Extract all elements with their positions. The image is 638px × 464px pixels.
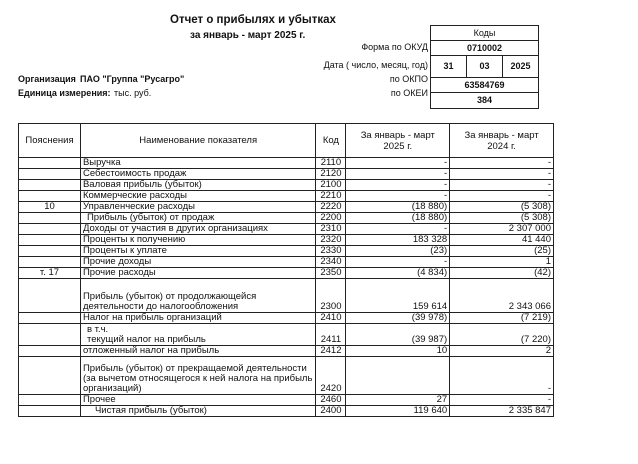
- report-period: за январь - март 2025 г.: [190, 30, 306, 41]
- row-previous-value: (5 308): [450, 202, 554, 213]
- row-previous-value: 2 343 066: [450, 279, 554, 313]
- col-code-header: Код: [316, 124, 346, 158]
- table-row: [19, 268, 554, 279]
- row-previous-value: -: [450, 169, 554, 180]
- row-name: Валовая прибыль (убыток): [80, 180, 315, 191]
- date-year: 2025: [510, 61, 531, 71]
- row-current-value: 27: [346, 395, 450, 406]
- table-row: [19, 169, 554, 180]
- row-code: 2412: [316, 346, 346, 357]
- row-current-value: -: [346, 158, 450, 169]
- row-note: [19, 395, 81, 406]
- row-name: Чистая прибыль (убыток): [80, 406, 315, 417]
- row-previous-value: -: [450, 191, 554, 202]
- row-note: [19, 246, 81, 257]
- row-previous-value: -: [450, 395, 554, 406]
- col-current-header: За январь - март 2025 г.: [346, 124, 450, 158]
- row-name: Прочие расходы: [80, 268, 315, 279]
- table-row: [19, 180, 554, 191]
- table-row: [19, 346, 554, 357]
- row-name: Выручка: [80, 158, 315, 169]
- row-note: [19, 213, 81, 224]
- table-row: [19, 257, 554, 268]
- codes-block: [430, 25, 539, 109]
- row-name: Проценты к получению: [80, 235, 315, 246]
- date-month: 03: [467, 56, 503, 77]
- row-code: 2310: [316, 224, 346, 235]
- row-name: Управленческие расходы: [80, 202, 315, 213]
- row-current-value: (18 880): [346, 202, 450, 213]
- table-row: [19, 395, 554, 406]
- row-previous-value: 1: [450, 257, 554, 268]
- row-name: отложенный налог на прибыль: [80, 346, 315, 357]
- row-code: 2120: [316, 169, 346, 180]
- row-current-value: (23): [346, 246, 450, 257]
- date-label: Дата ( число, месяц, год): [323, 60, 428, 70]
- col-name-header: Наименование показателя: [80, 124, 315, 158]
- okpo-label: по ОКПО: [389, 74, 428, 84]
- row-name: Прочее: [80, 395, 315, 406]
- row-current-value: -: [346, 180, 450, 191]
- row-name: Прибыль (убыток) от продаж: [80, 213, 315, 224]
- okpo-code: 63584769: [464, 80, 505, 90]
- row-note: [19, 406, 81, 417]
- okei-code: 384: [476, 95, 493, 105]
- row-code: 2420: [316, 357, 346, 395]
- table-row: [19, 213, 554, 224]
- row-note: [19, 191, 81, 202]
- row-previous-value: 41 440: [450, 235, 554, 246]
- row-code: 2400: [316, 406, 346, 417]
- table-row: [19, 246, 554, 257]
- row-name: Коммерческие расходы: [80, 191, 315, 202]
- row-current-value: (39 978): [346, 313, 450, 324]
- org-name: ПАО "Группа "Русагро": [80, 74, 185, 84]
- row-note: [19, 180, 81, 191]
- row-code: 2411: [316, 324, 346, 346]
- table-row: [19, 324, 554, 346]
- row-current-value: -: [346, 257, 450, 268]
- row-previous-value: -: [450, 357, 554, 395]
- table-row: [19, 279, 554, 313]
- row-name: Проценты к уплате: [80, 246, 315, 257]
- row-previous-value: 2: [450, 346, 554, 357]
- row-code: 2340: [316, 257, 346, 268]
- row-name: Прочие доходы: [80, 257, 315, 268]
- row-current-value: [346, 357, 450, 395]
- row-current-value: -: [346, 191, 450, 202]
- row-note: [19, 313, 81, 324]
- row-current-value: (18 880): [346, 213, 450, 224]
- col-previous-header: За январь - март 2024 г.: [450, 124, 554, 158]
- row-previous-value: -: [450, 158, 554, 169]
- row-name: Прибыль (убыток) от продолжающейся деятельности до налогообложения: [80, 279, 315, 313]
- row-code: 2410: [316, 313, 346, 324]
- row-previous-value: 2 307 000: [450, 224, 554, 235]
- table-row: [19, 406, 554, 417]
- row-note: [19, 279, 81, 313]
- row-current-value: 183 328: [346, 235, 450, 246]
- row-previous-value: -: [450, 180, 554, 191]
- row-current-value: 10: [346, 346, 450, 357]
- row-code: 2110: [316, 158, 346, 169]
- col-note-header: Пояснения: [19, 124, 81, 158]
- table-row: [19, 235, 554, 246]
- row-name: в т.ч. текущий налог на прибыль: [80, 324, 315, 346]
- row-previous-value: (7 219): [450, 313, 554, 324]
- row-previous-value: (42): [450, 268, 554, 279]
- table-row: [19, 224, 554, 235]
- unit-value: тыс. руб.: [114, 88, 152, 98]
- row-previous-value: (25): [450, 246, 554, 257]
- row-name: Налог на прибыль организаций: [80, 313, 315, 324]
- date-day: 31: [431, 56, 467, 77]
- row-note: 10: [19, 202, 81, 213]
- row-previous-value: (7 220): [450, 324, 554, 346]
- row-previous-value: (5 308): [450, 213, 554, 224]
- table-row: [19, 202, 554, 213]
- row-note: [19, 169, 81, 180]
- row-current-value: 119 640: [346, 406, 450, 417]
- row-code: 2350: [316, 268, 346, 279]
- row-note: [19, 257, 81, 268]
- row-name: Себестоимость продаж: [80, 169, 315, 180]
- row-note: [19, 346, 81, 357]
- row-code: 2460: [316, 395, 346, 406]
- row-note: [19, 324, 81, 346]
- row-name: Прибыль (убыток) от прекращаемой деятельности (за вычетом относящегося к ней налога на прибыль организаций): [80, 357, 315, 395]
- row-note: [19, 235, 81, 246]
- row-code: 2300: [316, 279, 346, 313]
- row-current-value: (39 987): [346, 324, 450, 346]
- row-current-value: (4 834): [346, 268, 450, 279]
- row-code: 2200: [316, 213, 346, 224]
- row-note: [19, 224, 81, 235]
- unit-label: Единица измерения:: [18, 88, 111, 98]
- row-note: [19, 158, 81, 169]
- income-statement-table: [18, 123, 554, 417]
- row-current-value: -: [346, 224, 450, 235]
- row-code: 2320: [316, 235, 346, 246]
- report-title: Отчет о прибылях и убытках: [170, 14, 336, 26]
- row-note: [19, 357, 81, 395]
- row-previous-value: 2 335 847: [450, 406, 554, 417]
- okud-code: 0710002: [466, 43, 503, 53]
- okei-label: по ОКЕИ: [390, 88, 428, 98]
- row-code: 2220: [316, 202, 346, 213]
- row-note: т. 17: [19, 268, 81, 279]
- table-row: [19, 158, 554, 169]
- row-name: Доходы от участия в других организациях: [80, 224, 315, 235]
- codes-header: Коды: [473, 28, 496, 38]
- row-current-value: -: [346, 169, 450, 180]
- row-code: 2330: [316, 246, 346, 257]
- table-row: [19, 313, 554, 324]
- okud-label: Форма по ОКУД: [361, 42, 428, 52]
- row-code: 2210: [316, 191, 346, 202]
- row-code: 2100: [316, 180, 346, 191]
- table-row: [19, 357, 554, 395]
- org-label: Организация: [18, 74, 76, 84]
- table-row: [19, 191, 554, 202]
- row-current-value: 159 614: [346, 279, 450, 313]
